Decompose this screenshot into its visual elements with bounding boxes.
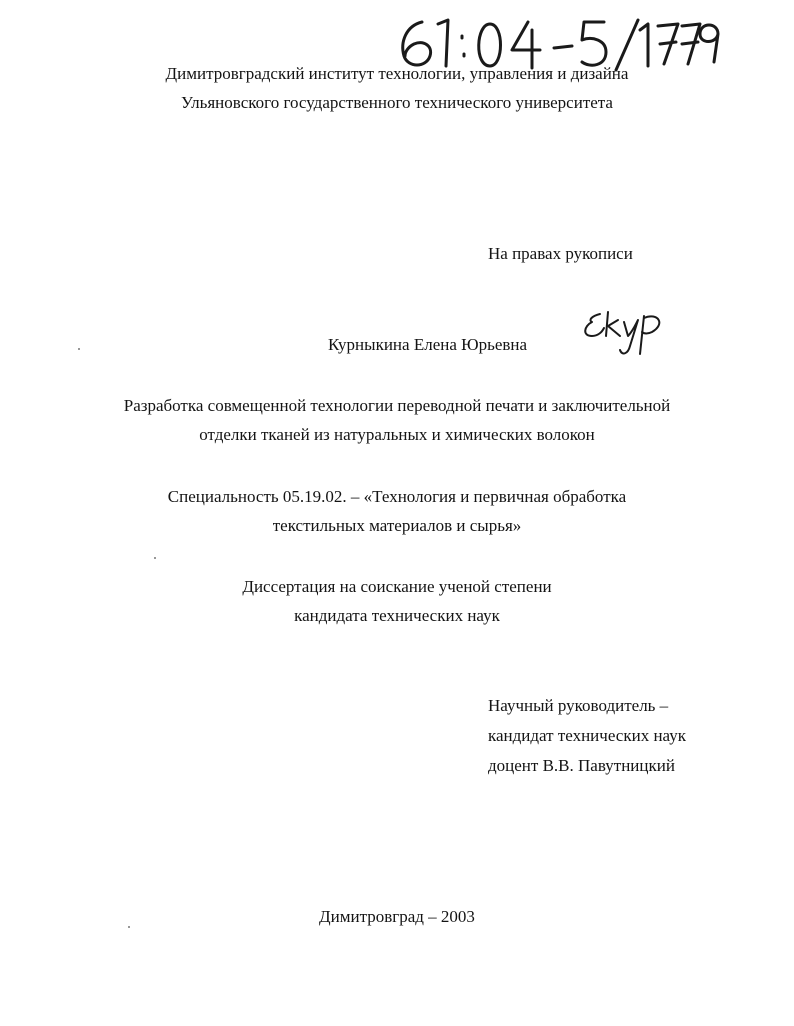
- place-year: Димитровград – 2003: [319, 907, 475, 926]
- scan-speck: [154, 557, 156, 559]
- dissertation-line-2: кандидата технических наук: [294, 606, 500, 625]
- manuscript-rights-label: На правах рукописи: [488, 244, 633, 263]
- scan-speck: [78, 348, 80, 350]
- title-line-2: отделки тканей из натуральных и химических волокон: [199, 425, 595, 444]
- supervisor-line-3: доцент В.В. Павутницкий: [488, 756, 675, 775]
- supervisor-line-1: Научный руководитель –: [488, 696, 669, 715]
- specialty-line-1: Специальность 05.19.02. – «Технология и первичная обработка: [167, 487, 627, 506]
- institute-line-1: Димитровградский институт технологии, управления и дизайна: [165, 64, 629, 83]
- supervisor-line-2: кандидат технических наук: [488, 726, 686, 745]
- specialty-line-2: текстильных материалов и сырья»: [272, 516, 522, 535]
- institute-line-2: Ульяновского государственного технического университета: [181, 93, 613, 112]
- scan-speck: [128, 926, 130, 928]
- title-line-1: Разработка совмещенной технологии переводной печати и заключительной: [123, 396, 671, 415]
- author-name: Курныкина Елена Юрьевна: [328, 335, 528, 354]
- author-signature: [578, 306, 678, 360]
- dissertation-line-1: Диссертация на соискание ученой степени: [242, 577, 552, 596]
